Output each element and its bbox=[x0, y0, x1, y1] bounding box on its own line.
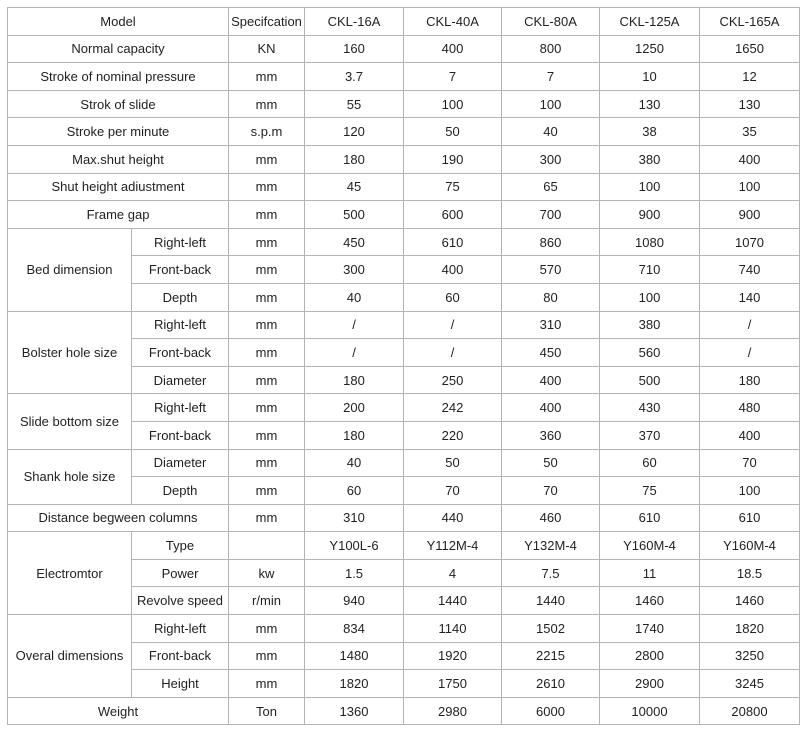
value-cell: 130 bbox=[600, 90, 700, 118]
value-cell: 180 bbox=[700, 366, 800, 394]
unit-cell bbox=[229, 532, 305, 560]
header-model-col: CKL-16A bbox=[305, 8, 404, 36]
value-cell: 1740 bbox=[600, 615, 700, 643]
value-cell: 610 bbox=[600, 504, 700, 532]
unit-cell: kw bbox=[229, 559, 305, 587]
value-cell: 180 bbox=[305, 145, 404, 173]
group-label: Bed dimension bbox=[8, 228, 132, 311]
value-cell: 7 bbox=[404, 63, 502, 91]
value-cell: 440 bbox=[404, 504, 502, 532]
value-cell: Y112M-4 bbox=[404, 532, 502, 560]
value-cell: 250 bbox=[404, 366, 502, 394]
value-cell: 2980 bbox=[404, 697, 502, 725]
value-cell: 1140 bbox=[404, 615, 502, 643]
table-row bbox=[8, 35, 800, 63]
value-cell: 450 bbox=[502, 339, 600, 367]
value-cell: 12 bbox=[700, 63, 800, 91]
unit-cell: mm bbox=[229, 421, 305, 449]
value-cell: 900 bbox=[700, 201, 800, 229]
value-cell: 940 bbox=[305, 587, 404, 615]
value-cell: 1820 bbox=[700, 615, 800, 643]
spec-table-body bbox=[8, 8, 800, 725]
value-cell: 2900 bbox=[600, 670, 700, 698]
value-cell: 1440 bbox=[404, 587, 502, 615]
value-cell: 1250 bbox=[600, 35, 700, 63]
group-label: Shank hole size bbox=[8, 449, 132, 504]
row-label: Distance begween columns bbox=[8, 504, 229, 532]
value-cell: 2610 bbox=[502, 670, 600, 698]
row-sublabel: Front-back bbox=[132, 339, 229, 367]
value-cell: 200 bbox=[305, 394, 404, 422]
value-cell: 610 bbox=[700, 504, 800, 532]
value-cell: 140 bbox=[700, 283, 800, 311]
value-cell: / bbox=[700, 311, 800, 339]
row-label: Shut height adiustment bbox=[8, 173, 229, 201]
row-sublabel: Revolve speed bbox=[132, 587, 229, 615]
table-row bbox=[8, 90, 800, 118]
value-cell: 1.5 bbox=[305, 559, 404, 587]
table-row bbox=[8, 311, 800, 339]
value-cell: 190 bbox=[404, 145, 502, 173]
value-cell: 7.5 bbox=[502, 559, 600, 587]
value-cell: 740 bbox=[700, 256, 800, 284]
value-cell: 560 bbox=[600, 339, 700, 367]
value-cell: 860 bbox=[502, 228, 600, 256]
value-cell: 800 bbox=[502, 35, 600, 63]
header-specification: Specifcation bbox=[229, 8, 305, 36]
row-sublabel: Right-left bbox=[132, 311, 229, 339]
value-cell: 400 bbox=[404, 256, 502, 284]
value-cell: 570 bbox=[502, 256, 600, 284]
unit-cell: mm bbox=[229, 256, 305, 284]
value-cell: 242 bbox=[404, 394, 502, 422]
value-cell: 40 bbox=[305, 449, 404, 477]
row-sublabel: Right-left bbox=[132, 615, 229, 643]
value-cell: 360 bbox=[502, 421, 600, 449]
header-model-col: CKL-165A bbox=[700, 8, 800, 36]
value-cell: 38 bbox=[600, 118, 700, 146]
value-cell: 1460 bbox=[600, 587, 700, 615]
value-cell: 130 bbox=[700, 90, 800, 118]
value-cell: 3245 bbox=[700, 670, 800, 698]
row-label: Frame gap bbox=[8, 201, 229, 229]
unit-cell: KN bbox=[229, 35, 305, 63]
value-cell: 40 bbox=[502, 118, 600, 146]
value-cell: 2215 bbox=[502, 642, 600, 670]
unit-cell: mm bbox=[229, 145, 305, 173]
row-label: Normal capacity bbox=[8, 35, 229, 63]
value-cell: 11 bbox=[600, 559, 700, 587]
value-cell: 460 bbox=[502, 504, 600, 532]
group-label: Overal dimensions bbox=[8, 615, 132, 698]
unit-cell: mm bbox=[229, 504, 305, 532]
value-cell: 1080 bbox=[600, 228, 700, 256]
table-row bbox=[8, 173, 800, 201]
row-sublabel: Front-back bbox=[132, 256, 229, 284]
value-cell: 310 bbox=[502, 311, 600, 339]
row-sublabel: Diameter bbox=[132, 366, 229, 394]
value-cell: 120 bbox=[305, 118, 404, 146]
unit-cell: mm bbox=[229, 311, 305, 339]
value-cell: 1360 bbox=[305, 697, 404, 725]
row-label: Weight bbox=[8, 697, 229, 725]
value-cell: 1070 bbox=[700, 228, 800, 256]
value-cell: / bbox=[305, 311, 404, 339]
value-cell: 160 bbox=[305, 35, 404, 63]
value-cell: Y132M-4 bbox=[502, 532, 600, 560]
table-row bbox=[8, 394, 800, 422]
value-cell: 4 bbox=[404, 559, 502, 587]
group-label: Slide bottom size bbox=[8, 394, 132, 449]
unit-cell: s.p.m bbox=[229, 118, 305, 146]
row-sublabel: Power bbox=[132, 559, 229, 587]
value-cell: 400 bbox=[502, 394, 600, 422]
value-cell: / bbox=[700, 339, 800, 367]
unit-cell: mm bbox=[229, 201, 305, 229]
value-cell: 450 bbox=[305, 228, 404, 256]
value-cell: 1502 bbox=[502, 615, 600, 643]
value-cell: 180 bbox=[305, 366, 404, 394]
header-row bbox=[8, 8, 800, 36]
value-cell: 2800 bbox=[600, 642, 700, 670]
row-label: Stroke of nominal pressure bbox=[8, 63, 229, 91]
value-cell: 710 bbox=[600, 256, 700, 284]
value-cell: 45 bbox=[305, 173, 404, 201]
value-cell: / bbox=[404, 339, 502, 367]
row-label: Strok of slide bbox=[8, 90, 229, 118]
value-cell: 10000 bbox=[600, 697, 700, 725]
value-cell: 400 bbox=[502, 366, 600, 394]
value-cell: 380 bbox=[600, 145, 700, 173]
row-sublabel: Type bbox=[132, 532, 229, 560]
unit-cell: mm bbox=[229, 90, 305, 118]
unit-cell: mm bbox=[229, 477, 305, 505]
group-label: Bolster hole size bbox=[8, 311, 132, 394]
value-cell: 75 bbox=[404, 173, 502, 201]
unit-cell: mm bbox=[229, 283, 305, 311]
unit-cell: mm bbox=[229, 228, 305, 256]
value-cell: 1650 bbox=[700, 35, 800, 63]
value-cell: 500 bbox=[600, 366, 700, 394]
row-label: Stroke per minute bbox=[8, 118, 229, 146]
value-cell: 10 bbox=[600, 63, 700, 91]
table-row bbox=[8, 228, 800, 256]
unit-cell: mm bbox=[229, 449, 305, 477]
value-cell: 55 bbox=[305, 90, 404, 118]
value-cell: 220 bbox=[404, 421, 502, 449]
unit-cell: mm bbox=[229, 615, 305, 643]
value-cell: 70 bbox=[700, 449, 800, 477]
value-cell: 900 bbox=[600, 201, 700, 229]
value-cell: 50 bbox=[404, 118, 502, 146]
value-cell: 18.5 bbox=[700, 559, 800, 587]
value-cell: 400 bbox=[404, 35, 502, 63]
value-cell: 610 bbox=[404, 228, 502, 256]
value-cell: 100 bbox=[700, 173, 800, 201]
header-model: Model bbox=[8, 8, 229, 36]
header-model-col: CKL-125A bbox=[600, 8, 700, 36]
value-cell: Y100L-6 bbox=[305, 532, 404, 560]
row-sublabel: Depth bbox=[132, 477, 229, 505]
group-label: Electromtor bbox=[8, 532, 132, 615]
unit-cell: mm bbox=[229, 366, 305, 394]
row-sublabel: Right-left bbox=[132, 394, 229, 422]
value-cell: 400 bbox=[700, 421, 800, 449]
value-cell: 370 bbox=[600, 421, 700, 449]
table-row bbox=[8, 63, 800, 91]
unit-cell: mm bbox=[229, 642, 305, 670]
unit-cell: r/min bbox=[229, 587, 305, 615]
value-cell: 500 bbox=[305, 201, 404, 229]
value-cell: 430 bbox=[600, 394, 700, 422]
value-cell: 50 bbox=[404, 449, 502, 477]
header-model-col: CKL-80A bbox=[502, 8, 600, 36]
value-cell: 834 bbox=[305, 615, 404, 643]
value-cell: 50 bbox=[502, 449, 600, 477]
unit-cell: mm bbox=[229, 63, 305, 91]
value-cell: 35 bbox=[700, 118, 800, 146]
value-cell: 310 bbox=[305, 504, 404, 532]
table-row bbox=[8, 697, 800, 725]
value-cell: 70 bbox=[502, 477, 600, 505]
value-cell: / bbox=[305, 339, 404, 367]
value-cell: 300 bbox=[502, 145, 600, 173]
value-cell: 1460 bbox=[700, 587, 800, 615]
value-cell: Y160M-4 bbox=[600, 532, 700, 560]
value-cell: 80 bbox=[502, 283, 600, 311]
value-cell: 100 bbox=[700, 477, 800, 505]
value-cell: 40 bbox=[305, 283, 404, 311]
unit-cell: mm bbox=[229, 670, 305, 698]
value-cell: 1480 bbox=[305, 642, 404, 670]
unit-cell: mm bbox=[229, 173, 305, 201]
row-sublabel: Height bbox=[132, 670, 229, 698]
value-cell: 6000 bbox=[502, 697, 600, 725]
value-cell: 1440 bbox=[502, 587, 600, 615]
unit-cell: mm bbox=[229, 394, 305, 422]
value-cell: 1750 bbox=[404, 670, 502, 698]
row-sublabel: Diameter bbox=[132, 449, 229, 477]
value-cell: 3.7 bbox=[305, 63, 404, 91]
value-cell: 60 bbox=[305, 477, 404, 505]
table-row bbox=[8, 615, 800, 643]
value-cell: 60 bbox=[404, 283, 502, 311]
row-sublabel: Front-back bbox=[132, 642, 229, 670]
value-cell: 1820 bbox=[305, 670, 404, 698]
row-sublabel: Front-back bbox=[132, 421, 229, 449]
table-row bbox=[8, 532, 800, 560]
spec-table bbox=[7, 7, 800, 725]
value-cell: 100 bbox=[600, 283, 700, 311]
table-row bbox=[8, 118, 800, 146]
value-cell: 180 bbox=[305, 421, 404, 449]
value-cell: 100 bbox=[502, 90, 600, 118]
value-cell: 400 bbox=[700, 145, 800, 173]
value-cell: 700 bbox=[502, 201, 600, 229]
value-cell: 20800 bbox=[700, 697, 800, 725]
value-cell: 100 bbox=[404, 90, 502, 118]
value-cell: 75 bbox=[600, 477, 700, 505]
row-sublabel: Right-left bbox=[132, 228, 229, 256]
value-cell: 65 bbox=[502, 173, 600, 201]
row-sublabel: Depth bbox=[132, 283, 229, 311]
value-cell: 60 bbox=[600, 449, 700, 477]
value-cell: 480 bbox=[700, 394, 800, 422]
value-cell: 1920 bbox=[404, 642, 502, 670]
value-cell: 70 bbox=[404, 477, 502, 505]
value-cell: 300 bbox=[305, 256, 404, 284]
value-cell: Y160M-4 bbox=[700, 532, 800, 560]
unit-cell: Ton bbox=[229, 697, 305, 725]
table-row bbox=[8, 504, 800, 532]
row-label: Max.shut height bbox=[8, 145, 229, 173]
value-cell: / bbox=[404, 311, 502, 339]
value-cell: 100 bbox=[600, 173, 700, 201]
value-cell: 600 bbox=[404, 201, 502, 229]
table-row bbox=[8, 201, 800, 229]
value-cell: 380 bbox=[600, 311, 700, 339]
value-cell: 7 bbox=[502, 63, 600, 91]
value-cell: 3250 bbox=[700, 642, 800, 670]
header-model-col: CKL-40A bbox=[404, 8, 502, 36]
unit-cell: mm bbox=[229, 339, 305, 367]
table-row bbox=[8, 449, 800, 477]
table-row bbox=[8, 145, 800, 173]
